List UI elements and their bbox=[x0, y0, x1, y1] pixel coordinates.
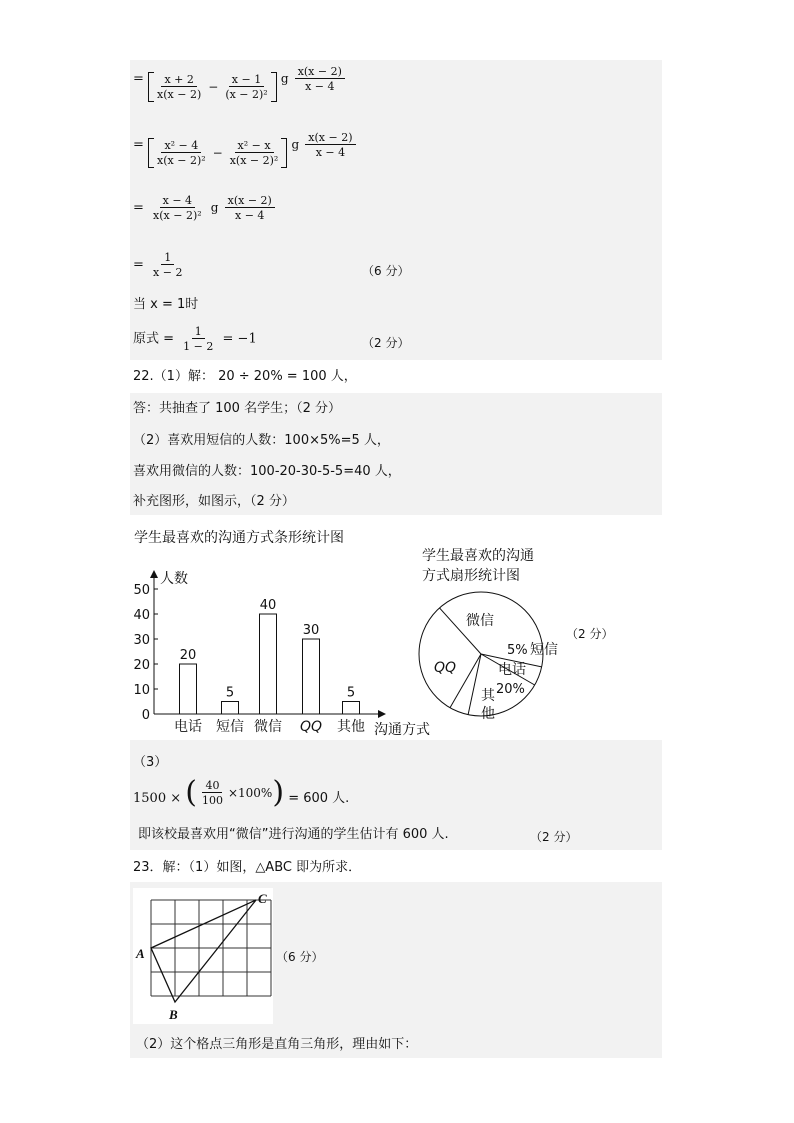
q22-line-2: 答：共抽查了 100 名学生；（2 分） bbox=[133, 401, 341, 416]
derivation-line-6: 原式 = $\frac{1}{1 - 2}$ = −1 bbox=[133, 325, 257, 353]
score-note: （6 分） bbox=[276, 950, 324, 964]
x-axis-label: 沟通方式 bbox=[374, 722, 430, 738]
y-tick-label: 30 bbox=[133, 633, 150, 648]
y-tick-label: 40 bbox=[133, 608, 150, 623]
q22-line-8: 即该校最喜欢用“微信”进行沟通的学生估计有 600 人. bbox=[138, 827, 449, 842]
x-tick-label: 微信 bbox=[254, 719, 282, 735]
y-tick-label: 10 bbox=[133, 683, 150, 698]
vertex-label-b: B bbox=[169, 1007, 178, 1022]
q22-line-4: 喜欢用微信的人数：100-20-30-5-5=40 人， bbox=[133, 464, 401, 479]
fraction: $\frac{x - 1}{\text{(x − 2)²}}$ bbox=[225, 72, 268, 101]
bar-value-label: 20 bbox=[179, 648, 197, 663]
charts-figure bbox=[130, 526, 564, 738]
bar-value-label: 5 bbox=[225, 685, 235, 701]
fraction: $\frac{x(x - 2)}{x - 4}$ bbox=[225, 195, 275, 221]
q22-line-7: 1500 × ( $\frac{40}{100}$ ×100% ) = 600 人. bbox=[133, 775, 350, 810]
bar-电话 bbox=[180, 664, 197, 714]
bar-微信 bbox=[260, 614, 277, 714]
fraction: $\frac{\text{x² − 4}}{\text{x(x − 2)²}}$ bbox=[157, 138, 206, 167]
y-tick-label: 20 bbox=[133, 658, 150, 673]
pie-label-电话-pct: 20% bbox=[496, 682, 525, 697]
vertex-label-c: C bbox=[258, 891, 267, 906]
bar-value-label: 40 bbox=[259, 598, 277, 613]
pie-label-电话: 电话 bbox=[498, 662, 526, 678]
bar-其他 bbox=[343, 702, 360, 715]
derivation-line-4: = $\frac{1}{x - 2}$ bbox=[133, 252, 187, 278]
pie-chart-title-line2: 方式扇形统计图 bbox=[422, 568, 520, 584]
fraction: $\frac{x(x - 2)}{x - 4}$ bbox=[295, 66, 345, 92]
fraction: $\frac{1}{1 - 2}$ bbox=[183, 325, 214, 353]
bar-value-label: 5 bbox=[346, 685, 356, 701]
bar-QQ bbox=[303, 639, 320, 714]
q23-line-2: （2）这个格点三角形是直角三角形，理由如下： bbox=[136, 1037, 418, 1052]
score-note: （2 分） bbox=[362, 336, 410, 350]
x-tick-label: 电话 bbox=[174, 719, 202, 735]
q22-line-1: 22.（1）解： 20 ÷ 20% = 100 人， bbox=[133, 369, 357, 384]
bar-短信 bbox=[222, 702, 239, 715]
pie-chart-title-line1: 学生最喜欢的沟通 bbox=[422, 548, 534, 564]
fraction: $\frac{x(x - 2)}{x - 4}$ bbox=[305, 132, 355, 158]
grid-triangle-figure bbox=[133, 888, 273, 1024]
pie-label-微信: 微信 bbox=[466, 613, 494, 629]
q22-line-6: （3） bbox=[133, 755, 168, 770]
derivation-line-5: 当 x = 1时 bbox=[133, 297, 199, 312]
bar-value-label: 30 bbox=[302, 623, 320, 638]
y-axis-label: 人数 bbox=[160, 571, 188, 587]
pie-label-QQ: QQ bbox=[434, 660, 457, 676]
score-note: （6 分） bbox=[362, 264, 410, 278]
x-tick-label: 其他 bbox=[337, 719, 365, 735]
derivation-line-3: = $\frac{x - 4}{\text{x(x − 2)²}}$ g $\frac{x(x - 2)}{x - 4}$ bbox=[133, 195, 277, 221]
x-tick-label: 短信 bbox=[216, 719, 244, 735]
pie-label-短信-pct: 5% bbox=[507, 643, 528, 658]
fraction: $\frac{x - 4}{\text{x(x − 2)²}}$ bbox=[153, 194, 202, 222]
q23-line-1: 23．解：（1）如图，△ABC 即为所求． bbox=[133, 860, 362, 875]
score-note: （2 分） bbox=[566, 627, 614, 641]
derivation-line-1: = $\frac{x + 2}{x(x - 2)}$ − $\frac{x - 1}{\text{(x − 2)²}}$ g $\frac{x(x - 2)}{x - 4}$ bbox=[133, 66, 347, 102]
fraction: $\frac{1}{x - 2}$ bbox=[153, 251, 183, 279]
pie-label-其他-1: 其 bbox=[481, 688, 495, 704]
y-tick-label: 0 bbox=[141, 708, 150, 723]
y-tick-label: 50 bbox=[133, 583, 150, 598]
x-tick-label: QQ bbox=[299, 719, 323, 735]
derivation-line-2: = $\frac{\text{x² − 4}}{\text{x(x − 2)²}}$ − $\frac{\text{x² − x}}{\text{x(x − 2)²}}$ g $\frac{x(x - 2)}{x - 4}$ bbox=[133, 132, 358, 168]
q22-line-3: （2）喜欢用短信的人数：100×5%=5 人， bbox=[133, 433, 390, 448]
fraction: $\frac{\text{x² − x}}{\text{x(x − 2)²}}$ bbox=[229, 138, 279, 167]
pie-label-其他-2: 他 bbox=[481, 706, 495, 722]
q22-line-5: 补充图形，如图示，（2 分） bbox=[133, 494, 295, 509]
bracket-group: $\frac{\text{x² − 4}}{\text{x(x − 2)²}}$ − $\frac{\text{x² − x}}{\text{x(x − 2)²}}$ bbox=[148, 138, 287, 168]
pie-label-短信: 短信 bbox=[530, 642, 558, 658]
bar-chart-title: 学生最喜欢的沟通方式条形统计图 bbox=[134, 530, 344, 546]
fraction: $\frac{x + 2}{x(x - 2)}$ bbox=[157, 72, 202, 101]
fraction: $\frac{40}{100}$ bbox=[201, 779, 223, 807]
vertex-label-a: A bbox=[136, 946, 145, 961]
bracket-group: $\frac{x + 2}{x(x - 2)}$ − $\frac{x - 1}{\text{(x − 2)²}}$ bbox=[148, 72, 277, 102]
score-note: （2 分） bbox=[530, 830, 578, 844]
